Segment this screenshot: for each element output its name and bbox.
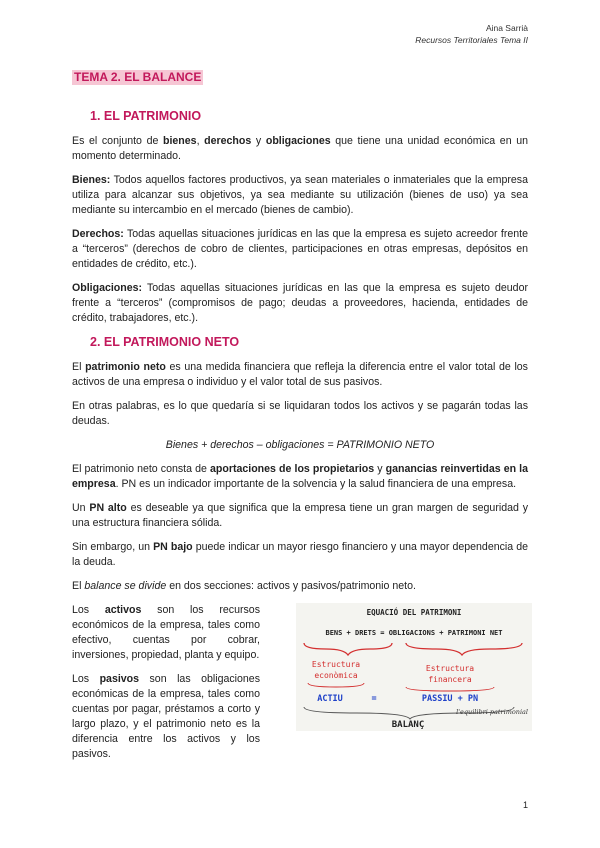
bold-term: Derechos:: [72, 228, 124, 240]
text-run: El: [72, 361, 86, 373]
paragraph-pasivos: [72, 672, 260, 762]
page-number: 1: [522, 800, 528, 810]
left-label-1: Estructura: [311, 660, 361, 669]
paragraph-composition: [72, 462, 528, 492]
text-run: que tiene una unidad económica en un momento determinado.: [72, 135, 529, 162]
paragraph-derechos: [72, 227, 528, 272]
bold-term: patrimonio neto: [85, 361, 166, 373]
document-title: TEMA 2. EL BALANCE: [74, 70, 202, 84]
text-run: Es el conjunto de: [72, 135, 163, 147]
paragraph-pn-bajo: [72, 540, 528, 570]
balance-equation-diagram: [296, 603, 532, 731]
bold-term: PN alto: [89, 502, 127, 514]
passiu-label: PASSIU + PN: [421, 694, 479, 704]
bold-term: aportaciones de los propietarios: [210, 463, 375, 475]
text-run: y: [374, 463, 386, 475]
paragraph-obligaciones: [72, 281, 528, 326]
text-run: ,: [196, 135, 205, 147]
text-run: Todos aquellos factores productivos, ya sean materiales o inmateriales que la empresa utiliza para alcanzar sus objetivos, ya sea mediante su utilización (bienes de uso) ya sea mediante su intercambio en el mercado (bienes de cambio).: [72, 174, 528, 216]
bold-term: PN bajo: [153, 541, 193, 553]
text-run: son los recursos económicos de la empresa, tales como efectivo, cuentas por cobrar, inversiones, propiedad, planta y equipo.: [72, 604, 260, 661]
course-name: Recursos Territoriales Tema II: [415, 35, 528, 45]
text-run: . PN es un indicador importante de la solvencia y la salud financiera de una empresa.: [115, 478, 517, 490]
bold-term: ganancias reinvertidas en la empresa: [72, 463, 528, 490]
paragraph-pn-alto: [72, 501, 528, 531]
text-run: El: [72, 580, 85, 592]
text-run: Los: [72, 604, 105, 616]
text-run: puede indicar un mayor riesgo financiero y una mayor dependencia de la deuda.: [72, 541, 528, 568]
text-run: son las obligaciones económicas de la empresa, tales como cuentas por pagar, préstamos a corto y largo plazo, y el patrimonio neto es la diferencia entre los activos y los pasivos.: [72, 673, 260, 760]
document-body: [72, 70, 529, 760]
actiu-label: ACTIU: [317, 694, 343, 704]
text-run: El patrimonio neto consta de: [72, 463, 210, 475]
paragraph-intro: [72, 134, 528, 164]
text-run: Sin embargo, un: [72, 541, 154, 553]
diagram-title: EQUACIÓ DEL PATRIMONI: [366, 608, 462, 617]
author-name: Aina Sarrià: [485, 23, 528, 33]
bold-term: bienes: [163, 135, 197, 147]
bold-term: derechos: [204, 135, 252, 147]
paragraph-activos: [72, 603, 260, 663]
page-header: [415, 22, 528, 46]
text-run: Todas aquellas situaciones jurídicas en las que la empresa es sujeto deudor frente a “terceros” (compromisos de pago; deudas a proveedores, hacienda, entidades de crédito, trabajadores, etc.).: [72, 282, 528, 324]
paragraph-other-words: [72, 399, 528, 429]
paragraph-balance-divide: [72, 579, 528, 594]
bold-term: Obligaciones:: [72, 282, 143, 294]
text-run: Los: [72, 673, 100, 685]
text-run: Todas aquellas situaciones jurídicas en las que la empresa es sujeto acreedor frente a “terceros” (derechos de cobro de clientes, participaciones en otras empresas, depósitos en entidades de crédito, etc.).: [72, 228, 528, 270]
text-run: en dos secciones: activos y pasivos/patrimonio neto.: [166, 580, 416, 592]
left-label-2: econòmica: [314, 671, 358, 680]
bold-term: activos: [104, 604, 142, 616]
text-run: es una medida financiera que refleja la diferencia entre el valor total de los activos de una empresa o individuo y el valor total de sus pasivos.: [72, 361, 528, 388]
paragraph-bienes: [72, 173, 528, 218]
right-label-1: Estructura: [425, 664, 475, 673]
bold-term: Bienes:: [72, 174, 111, 186]
text-run: y: [251, 135, 266, 147]
text-run: En otras palabras, es lo que quedaría si se liquidaran todos los activos y se pagarán todas las deudas.: [72, 400, 528, 427]
balanc-label: BALANÇ: [391, 720, 425, 730]
paragraph-definition: [72, 360, 528, 390]
equilibri-note: l'equilibri patrimonial: [456, 708, 528, 716]
text-run: es deseable ya que significa que la empresa tiene un gran margen de seguridad y una estructura financiera sólida.: [72, 502, 528, 529]
italic-term: balance se divide: [84, 580, 167, 592]
diagram-equation: BENS + DRETS = OBLIGACIONS + PATRIMONI NET: [325, 629, 503, 637]
bold-term: pasivos: [99, 673, 140, 685]
formula: Bienes + derechos – obligaciones = PATRIMONIO NETO: [165, 439, 435, 451]
text-run: Un: [72, 502, 90, 514]
equals-sign: =: [371, 694, 377, 704]
bottom-section: [72, 603, 528, 760]
section-heading-patrimonio-neto: 2. EL PATRIMONIO NETO: [90, 335, 240, 349]
bold-term: obligaciones: [265, 135, 331, 147]
section-heading-patrimonio: 1. EL PATRIMONIO: [90, 109, 202, 123]
right-label-2: financera: [428, 675, 472, 684]
